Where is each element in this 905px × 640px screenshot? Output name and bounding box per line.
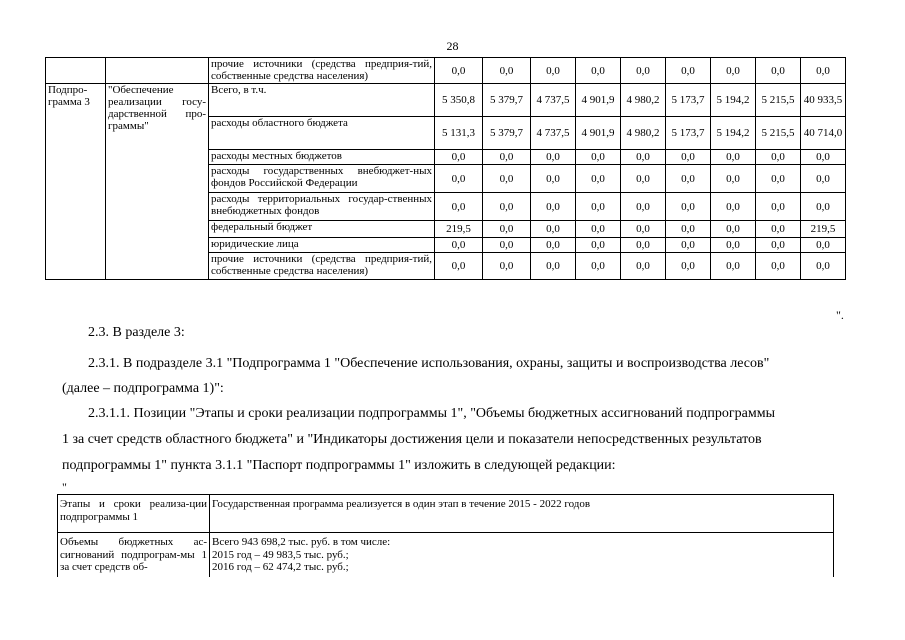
value-cell: 0,0 bbox=[666, 58, 711, 84]
value-cell: 0,0 bbox=[483, 193, 531, 221]
value-cell: 0,0 bbox=[801, 193, 846, 221]
table-row bbox=[46, 84, 846, 117]
passport-row-stages bbox=[58, 495, 834, 533]
value-cell: 4 980,2 bbox=[621, 84, 666, 117]
paragraph-item-3-1-1-cont1: 1 за счет средств областного бюджета" и "Индикаторы достижения цели и показатели непосредственных результатов bbox=[62, 432, 762, 447]
value-cell: 0,0 bbox=[483, 221, 531, 238]
value-cell: 0,0 bbox=[621, 150, 666, 165]
value-cell: 0,0 bbox=[483, 238, 531, 253]
value-cell: 0,0 bbox=[666, 193, 711, 221]
value-cell: 0,0 bbox=[576, 165, 621, 193]
value-cell: 0,0 bbox=[756, 150, 801, 165]
value-cell: 0,0 bbox=[756, 238, 801, 253]
paragraph-item-3-1-1-cont2: подпрограммы 1" пункта 3.1.1 "Паспорт подпрограммы 1" изложить в следующей редакции: bbox=[62, 458, 616, 473]
value-cell: 5 215,5 bbox=[756, 117, 801, 150]
value-cell: 4 901,9 bbox=[576, 117, 621, 150]
value-cell: 0,0 bbox=[711, 165, 756, 193]
value-cell: 5 379,7 bbox=[483, 117, 531, 150]
value-cell: 0,0 bbox=[711, 238, 756, 253]
passport-row-budget bbox=[58, 533, 834, 577]
value-cell: 0,0 bbox=[621, 238, 666, 253]
value-cell: 0,0 bbox=[531, 165, 576, 193]
empty-program-cell bbox=[46, 58, 106, 84]
value-cell: 5 350,8 bbox=[435, 84, 483, 117]
value-cell: 0,0 bbox=[483, 253, 531, 280]
value-cell: 4 737,5 bbox=[531, 117, 576, 150]
value-cell: 0,0 bbox=[801, 58, 846, 84]
value-cell: 4 737,5 bbox=[531, 84, 576, 117]
value-cell: 0,0 bbox=[576, 238, 621, 253]
value-cell: 0,0 bbox=[576, 253, 621, 280]
table-row bbox=[46, 58, 846, 84]
value-cell: 0,0 bbox=[531, 58, 576, 84]
value-cell: 0,0 bbox=[711, 253, 756, 280]
value-cell: 0,0 bbox=[711, 221, 756, 238]
value-cell: 0,0 bbox=[435, 150, 483, 165]
value-cell: 0,0 bbox=[435, 193, 483, 221]
funding-table bbox=[45, 57, 846, 280]
value-cell: 0,0 bbox=[666, 165, 711, 193]
value-cell: 0,0 bbox=[756, 253, 801, 280]
value-cell: 0,0 bbox=[666, 150, 711, 165]
value-cell: 0,0 bbox=[531, 238, 576, 253]
value-cell: 0,0 bbox=[576, 221, 621, 238]
budget-line-2015: 2015 год – 49 983,5 тыс. руб.; bbox=[212, 548, 349, 561]
value-cell: 0,0 bbox=[801, 238, 846, 253]
value-cell: 0,0 bbox=[621, 165, 666, 193]
funding-table-body bbox=[46, 58, 846, 280]
paragraph-subsection-3-1-cont: (далее – подпрограмма 1)": bbox=[62, 381, 224, 396]
value-cell: 40 714,0 bbox=[801, 117, 846, 150]
passport-table bbox=[57, 494, 834, 577]
value-cell: 0,0 bbox=[531, 253, 576, 280]
passport-value-stages: Государственная программа реализуется в один этап в течение 2015 - 2022 годов bbox=[210, 495, 834, 533]
value-cell: 219,5 bbox=[435, 221, 483, 238]
value-cell: 5 173,7 bbox=[666, 84, 711, 117]
subprogram-number: Подпро-грамма 3 bbox=[46, 84, 106, 280]
value-cell: 5 194,2 bbox=[711, 117, 756, 150]
source-label: расходы местных бюджетов bbox=[209, 150, 435, 165]
value-cell: 0,0 bbox=[801, 253, 846, 280]
value-cell: 0,0 bbox=[435, 238, 483, 253]
value-cell: 0,0 bbox=[621, 221, 666, 238]
source-label: прочие источники (средства предприя-тий, собственные средства населения) bbox=[209, 58, 435, 84]
value-cell: 0,0 bbox=[576, 58, 621, 84]
budget-line-total: Всего 943 698,2 тыс. руб. в том числе: bbox=[212, 536, 391, 548]
value-cell: 0,0 bbox=[531, 193, 576, 221]
value-cell: 0,0 bbox=[756, 193, 801, 221]
value-cell: 0,0 bbox=[483, 150, 531, 165]
page-number: 28 bbox=[446, 39, 459, 53]
value-cell: 5 173,7 bbox=[666, 117, 711, 150]
value-cell: 0,0 bbox=[576, 193, 621, 221]
value-cell: 0,0 bbox=[483, 58, 531, 84]
value-cell: 0,0 bbox=[801, 150, 846, 165]
source-label: прочие источники (средства предприя-тий, собственные средства населения) bbox=[209, 253, 435, 280]
paragraph-section-3: 2.3. В разделе 3: bbox=[88, 325, 185, 340]
passport-label-stages: Этапы и сроки реализа-ции подпрограммы 1 bbox=[58, 495, 210, 533]
source-label: расходы территориальных государ-ственных внебюджетных фондов bbox=[209, 193, 435, 221]
value-cell: 5 379,7 bbox=[483, 84, 531, 117]
source-label: Всего, в т.ч. bbox=[209, 84, 435, 117]
value-cell: 0,0 bbox=[531, 221, 576, 238]
value-cell: 0,0 bbox=[621, 58, 666, 84]
value-cell: 5 194,2 bbox=[711, 84, 756, 117]
value-cell: 5 131,3 bbox=[435, 117, 483, 150]
closing-quote: ". bbox=[836, 308, 844, 322]
value-cell: 0,0 bbox=[531, 150, 576, 165]
source-label: расходы государственных внебюджет-ных фондов Российской Федерации bbox=[209, 165, 435, 193]
paragraph-subsection-3-1: 2.3.1. В подразделе 3.1 "Подпрограмма 1 "Обеспечение использования, охраны, защиты и воспроизводства лесов" bbox=[88, 356, 770, 371]
source-label: расходы областного бюджета bbox=[209, 117, 435, 150]
value-cell: 0,0 bbox=[483, 165, 531, 193]
value-cell: 0,0 bbox=[756, 221, 801, 238]
passport-label-budget: Объемы бюджетных ас-сигнований подпрограм-мы 1 за счет средств об- bbox=[58, 533, 210, 577]
empty-name-cell bbox=[106, 58, 209, 84]
value-cell: 0,0 bbox=[756, 58, 801, 84]
value-cell: 0,0 bbox=[756, 165, 801, 193]
source-label: юридические лица bbox=[209, 238, 435, 253]
value-cell: 0,0 bbox=[621, 193, 666, 221]
value-cell: 0,0 bbox=[576, 150, 621, 165]
value-cell: 0,0 bbox=[711, 193, 756, 221]
paragraph-item-3-1-1: 2.3.1.1. Позиции "Этапы и сроки реализации подпрограммы 1", "Объемы бюджетных ассигнований подпрограммы bbox=[88, 406, 776, 421]
subprogram-name: "Обеспечение реализации госу-дарственной про-граммы" bbox=[106, 84, 209, 280]
value-cell: 0,0 bbox=[801, 165, 846, 193]
passport-value-budget bbox=[210, 533, 834, 577]
value-cell: 0,0 bbox=[621, 253, 666, 280]
value-cell: 0,0 bbox=[666, 238, 711, 253]
value-cell: 0,0 bbox=[435, 58, 483, 84]
value-cell: 0,0 bbox=[435, 165, 483, 193]
value-cell: 0,0 bbox=[666, 253, 711, 280]
budget-line-2016: 2016 год – 62 474,2 тыс. руб.; bbox=[212, 561, 349, 573]
value-cell: 4 901,9 bbox=[576, 84, 621, 117]
opening-quote: " bbox=[62, 480, 67, 494]
value-cell: 0,0 bbox=[666, 221, 711, 238]
value-cell: 4 980,2 bbox=[621, 117, 666, 150]
value-cell: 0,0 bbox=[711, 58, 756, 84]
value-cell: 0,0 bbox=[711, 150, 756, 165]
value-cell: 5 215,5 bbox=[756, 84, 801, 117]
value-cell: 40 933,5 bbox=[801, 84, 846, 117]
source-label: федеральный бюджет bbox=[209, 221, 435, 238]
value-cell: 0,0 bbox=[435, 253, 483, 280]
value-cell: 219,5 bbox=[801, 221, 846, 238]
